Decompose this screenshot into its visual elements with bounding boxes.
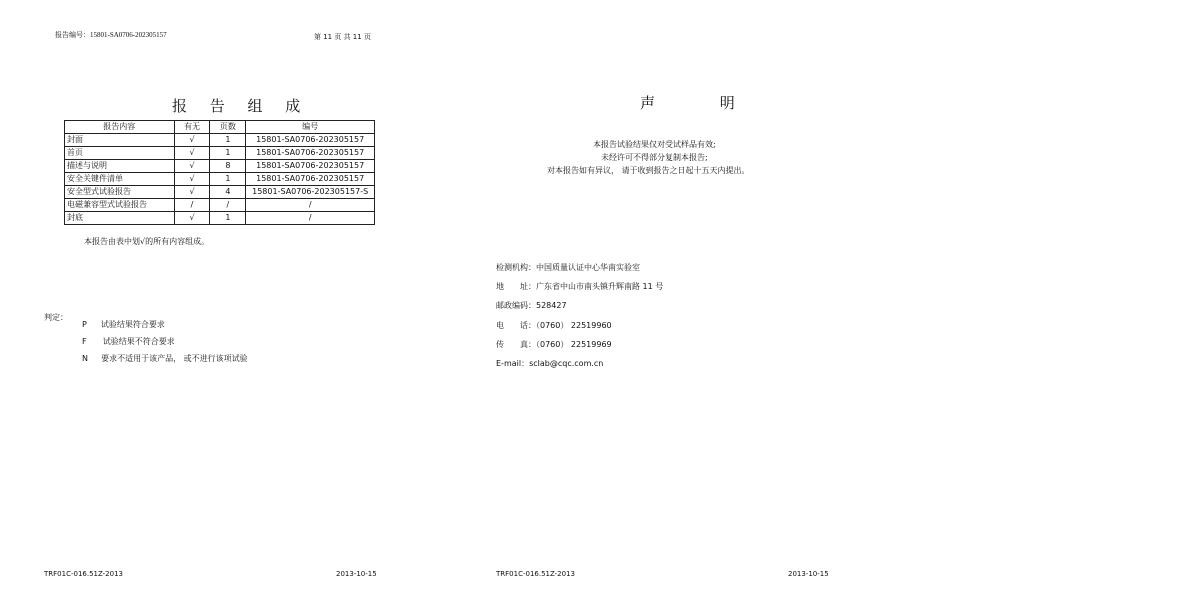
verdict-description: 要求不适用于该产品， 或不进行该项试验 [101,354,248,363]
presence-cell: √ [174,134,210,147]
declaration-line: 对本报告如有异议， 请于收到报告之日起十五天内提出。 [547,166,750,175]
contact-postcode [496,300,567,311]
declaration-line: 未经许可不得部分复制本报告; [601,153,708,162]
pages-cell: 4 [210,186,246,199]
verdict-description: 试验结果符合要求 [100,320,165,329]
presence-cell: √ [174,186,210,199]
contact-value: 中国质量认证中心华南实验室 [536,263,640,272]
contact-label: E-mail： [496,359,530,368]
pages-cell: 8 [210,160,246,173]
footer-form-number: TRF01C-016.51Z-2013 [496,570,575,578]
presence-cell: √ [174,160,210,173]
column-header: 编号 [246,121,375,134]
verdict-code: N [82,354,88,363]
contact-value: sclab@cqc.com.cn [529,359,604,368]
number-cell: / [246,199,375,212]
number-cell: 15801-SA0706-202305157-S [246,186,375,199]
presence-cell: √ [174,173,210,186]
content-cell: 电磁兼容型式试验报告 [65,199,175,212]
contact-value: 广东省中山市南头镇升辉南路 11 号 [536,282,664,291]
contact-label: 邮政编码： [496,301,536,310]
number-cell: 15801-SA0706-202305157 [246,160,375,173]
report-number-header [55,30,167,40]
table-row [65,134,375,147]
verdict-code: F [82,337,87,346]
table-row [65,160,375,173]
number-cell: 15801-SA0706-202305157 [246,147,375,160]
column-header: 报告内容 [65,121,175,134]
verdict-description: 试验结果不符合要求 [102,337,175,346]
number-cell: / [246,212,375,225]
content-cell: 安全型式试验报告 [65,186,175,199]
contact-label: 传 真： [496,340,536,349]
footer-date: 2013-10-15 [336,570,377,578]
declaration-title: 声 明 [640,94,765,112]
report-composition-title: 报 告 组 成 [172,97,310,115]
report-number-value: 15801-SA0706-202305157 [90,31,167,39]
content-cell: 封面 [65,134,175,147]
table-header-row [65,121,375,134]
pages-cell: / [210,199,246,212]
table-row [65,199,375,212]
table-row [65,173,375,186]
contact-value: （0760） 22519960 [536,321,612,330]
contact-institution [496,262,640,273]
content-cell: 封底 [65,212,175,225]
report-number-label: 报告编号： [55,31,90,39]
contact-value: （0760） 22519969 [536,340,612,349]
presence-cell: / [174,199,210,212]
number-cell: 15801-SA0706-202305157 [246,173,375,186]
report-composition-table [64,120,375,225]
contact-phone [496,320,612,331]
presence-cell: √ [174,212,210,225]
number-cell: 15801-SA0706-202305157 [246,134,375,147]
pages-cell: 1 [210,212,246,225]
contact-label: 地 址： [496,282,536,291]
table-row [65,186,375,199]
verdict-label: 判定： [44,313,68,322]
content-cell: 安全关键件清单 [65,173,175,186]
composition-note: 本报告由表中划√的所有内容组成。 [84,237,210,246]
contact-label: 检测机构： [496,263,536,272]
table-row [65,212,375,225]
column-header: 有无 [174,121,210,134]
footer-date: 2013-10-15 [788,570,829,578]
pages-cell: 1 [210,134,246,147]
table-row [65,147,375,160]
contact-value: 528427 [536,301,567,310]
verdict-code: P [82,320,87,329]
footer-form-number: TRF01C-016.51Z-2013 [44,570,123,578]
declaration-line: 本报告试验结果仅对受试样品有效; [593,140,716,149]
pages-cell: 1 [210,147,246,160]
contact-fax [496,339,612,350]
page-counter: 第 11 页 共 11 页 [314,33,371,41]
verdict-item-n [82,346,248,365]
content-cell: 描述与说明 [65,160,175,173]
content-cell: 首页 [65,147,175,160]
presence-cell: √ [174,147,210,160]
contact-label: 电 话： [496,321,536,330]
contact-address [496,281,663,292]
column-header: 页数 [210,121,246,134]
contact-email [496,358,603,369]
pages-cell: 1 [210,173,246,186]
